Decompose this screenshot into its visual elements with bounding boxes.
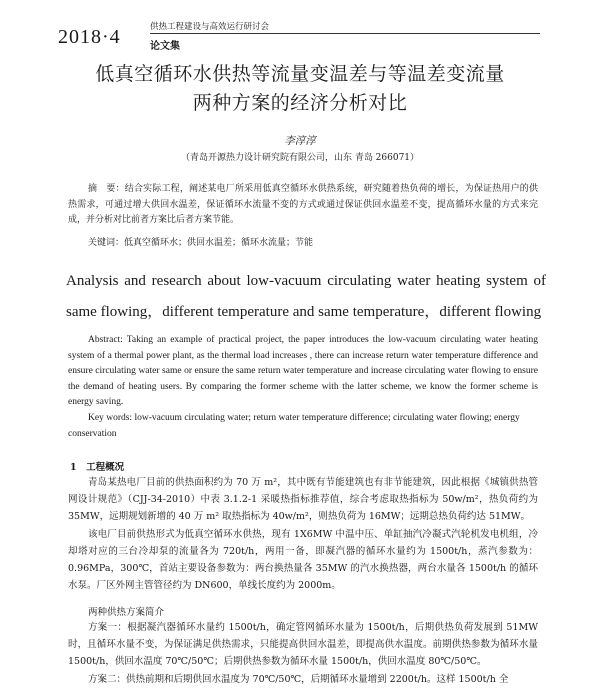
chinese-abstract — [68, 182, 538, 229]
section-body — [68, 474, 538, 594]
chinese-keywords-label: 关键词： — [88, 238, 125, 248]
english-abstract-text: Taking an example of practical project, the paper introduces the low-vacuum circulating water heating system of a thermal power plant, as the thermal load increases , there can increase return water temperature difference and ensure circulating water same or ensure the same return water temperature and increase circulating water flowing to ensure the demand of heating users. By comparing the former scheme with the latter scheme, we know the former scheme is energy saving. — [68, 335, 538, 407]
chinese-keywords-text: 低真空循环水；供回水温差；循环水流量；节能 — [124, 238, 314, 248]
english-abstract — [68, 333, 538, 411]
english-keywords-text: low-vacuum circulating water; return water temperature difference; circulating water flowing; energy conservation — [68, 413, 520, 439]
conference-name: 供热工程建设与高效运行研讨会 — [150, 22, 270, 32]
chinese-keywords — [88, 235, 538, 248]
paragraph: 青岛某热电厂目前的供热面积约为 70 万 m²，其中既有节能建筑也有非节能建筑，因此根据《城镇供热管网设计规范》（CJJ-34-2010）中表 3.1.2-1 采暖热指标推荐值，综合考虑取热指标为 50w/m²，热负荷约为 35MW，远期规划新增的 40 万 m² 取热指标为 40w/m²，则热负荷为 16MW；远期总热负荷约达 51MW。 — [68, 477, 538, 523]
section-heading: 1 工程概况 — [70, 462, 125, 473]
chinese-title — [40, 60, 560, 118]
chinese-title-line2: 两种方案的经济分析对比 — [192, 92, 408, 114]
paragraph: 方案二：供热前期和后期供回水温度为 70℃/50℃，后期循环水量增到 2200t/h。这样 1500t/h 全 — [88, 673, 509, 685]
paragraph: 方案一：根据凝汽器循环水量约 1500t/h，确定管网循环水量为 1500t/h，后期供热负荷发展到 51MW 时，且循环水量不变，为保证满足供热需求，只能提高供回水温差，即提高供水温度。前期供热参数为循环水量 1500t/h，供回水温度 70℃/50℃；后期供热参数为循环水量 1500t/h，供回水温度 80℃/50℃。 — [68, 622, 538, 668]
english-abstract-label: Abstract: — [88, 335, 123, 345]
paragraph: 该电厂目前供热形式为低真空循环水供热，现有 1X6MW 中温中压、单缸抽汽冷凝式汽轮机发电机组，冷却塔对应的三台冷却泵的流量各为 720t/h，两用一备，即凝汽器的循环水量约为 1500t/h，蒸汽参数为：0.96MPa，300℃，首站主要设备参数为：两台换热量各 35MW 的汽水换热器，两台水量各 1500t/h 的循环水泵。厂区外网主管管径约为 DN600，单线长度约为 2000m。 — [68, 528, 538, 592]
english-keywords — [68, 411, 538, 442]
header-rule — [150, 33, 540, 34]
scheme-heading: 两种供热方案简介 — [88, 607, 165, 618]
volume-label: 论文集 — [150, 41, 180, 52]
chinese-abstract-text: 结合实际工程，阐述某电厂所采用低真空循环水供热系统，研究随着热负荷的增长，为保证热用户的供热需求，可通过增大供回水温差，保证循环水流量不变的方式或通过保证供回水温差不变，提高循环水量的方式来完成，并分析对比前者方案比后者方案节能。 — [68, 184, 538, 225]
chinese-abstract-label: 摘 要： — [88, 184, 125, 194]
english-title: Analysis and research about low-vacuum circulating water heating system of same flowing，different temperature and same temperature，different flowing — [66, 273, 546, 320]
chinese-title-line1: 低真空循环水供热等流量变温差与等温差变流量 — [95, 63, 505, 85]
english-keywords-label: Key words: — [88, 413, 133, 423]
scheme-body — [68, 619, 538, 688]
year-issue: 2018·4 — [58, 26, 121, 48]
author: 李淳淳 — [284, 135, 316, 147]
affiliation: （青岛开源热力设计研究院有限公司，山东 青岛 266071） — [180, 153, 420, 163]
